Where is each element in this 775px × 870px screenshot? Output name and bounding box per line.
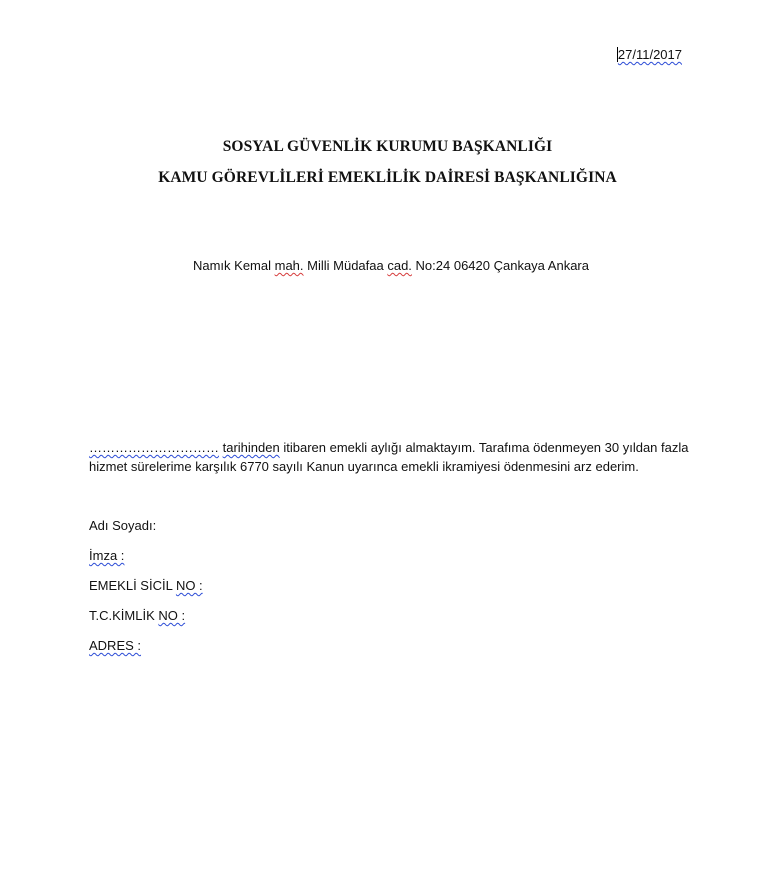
field-retirement-number	[89, 578, 203, 593]
signature-label[interactable]: İmza :	[89, 548, 125, 563]
tc-id-no[interactable]: NO :	[158, 608, 186, 623]
field-signature	[89, 548, 124, 563]
tc-id-prefix: T.C.KİMLİK	[89, 608, 159, 623]
retirement-number-prefix: EMEKLİ SİCİL	[89, 578, 176, 593]
field-tc-id	[89, 608, 185, 623]
heading-institution: SOSYAL GÜVENLİK KURUMU BAŞKANLIĞI	[222, 138, 553, 155]
word-tarihinden[interactable]: tarihinden	[222, 440, 280, 455]
address-part-3: No:24 06420 Çankaya Ankara	[411, 258, 589, 273]
address-cad[interactable]: cad.	[387, 258, 412, 273]
address-part-2: Milli Müdafaa	[303, 258, 388, 273]
address-mah[interactable]: mah.	[274, 258, 304, 273]
date-blank[interactable]: …………………………	[89, 440, 219, 455]
retirement-number-no[interactable]: NO :	[175, 578, 203, 593]
petition-body	[89, 438, 689, 476]
document-date[interactable]: 27/11/2017	[617, 47, 682, 62]
petition-line-1	[89, 438, 689, 457]
date-line	[617, 47, 682, 62]
field-name: Adı Soyadı:	[89, 518, 157, 533]
petition-line-1-text: itibaren emekli aylığı almaktayım. Tarafıma ödenmeyen 30 yıldan fazla	[279, 440, 689, 455]
heading-department: KAMU GÖREVLİLERİ EMEKLİLİK DAİRESİ BAŞKANLIĞINA	[158, 169, 617, 186]
address-part-1: Namık Kemal	[192, 258, 275, 273]
field-address	[89, 638, 141, 653]
petition-line-2: hizmet sürelerime karşılık 6770 sayılı Kanun uyarınca emekli ikramiyesi ödenmesini arz ederim.	[89, 459, 639, 474]
address-line	[0, 258, 775, 273]
address-label[interactable]: ADRES :	[89, 638, 142, 653]
